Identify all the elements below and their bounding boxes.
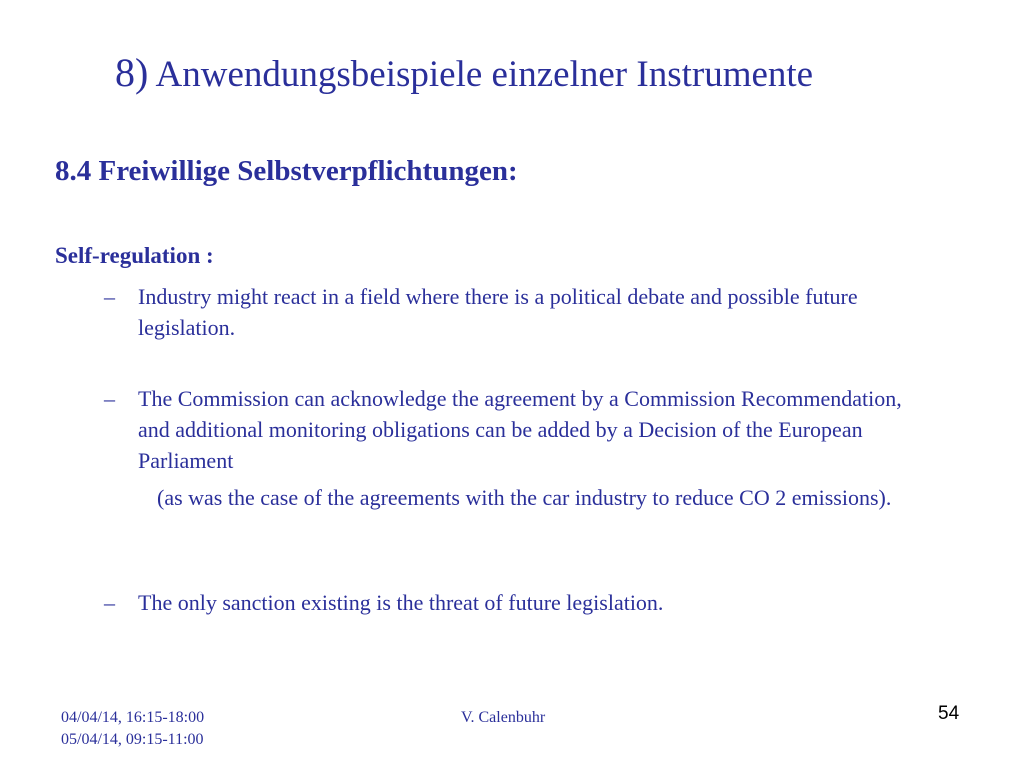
- footer-author: V. Calenbuhr: [461, 709, 546, 726]
- slide-title: [115, 48, 813, 100]
- bullet-text: The Commission can acknowledge the agreement by a Commission Recommendation, and additional monitoring obligations can be added by a Decision of the European Parliament: [138, 386, 902, 473]
- bullet-text: The only sanction existing is the threat of future legislation.: [138, 590, 664, 615]
- footer-date-line: 04/04/14, 16:15-18:00: [61, 709, 205, 726]
- bullet-dash: –: [104, 590, 115, 615]
- bullet-text: Industry might react in a field where there is a political debate and possible future legislation.: [138, 284, 858, 340]
- bullet-note: (as was the case of the agreements with the car industry to reduce CO 2 emissions).: [157, 485, 892, 510]
- page-number: 54: [938, 703, 960, 724]
- bullet-dash: –: [104, 386, 115, 411]
- title-number: 8): [115, 50, 149, 95]
- section-subtitle: 8.4 Freiwillige Selbstverpflichtungen:: [55, 155, 518, 187]
- bullet-dash: –: [104, 284, 115, 309]
- bullet-item: [104, 281, 934, 343]
- bullet-item: [104, 587, 934, 618]
- section-heading: Self-regulation :: [55, 243, 214, 268]
- title-text: Anwendungsbeispiele einzelner Instrumente: [148, 54, 814, 95]
- footer-dates: [61, 707, 204, 751]
- footer-date-line: 05/04/14, 09:15-11:00: [61, 731, 204, 748]
- bullet-item: [104, 383, 934, 476]
